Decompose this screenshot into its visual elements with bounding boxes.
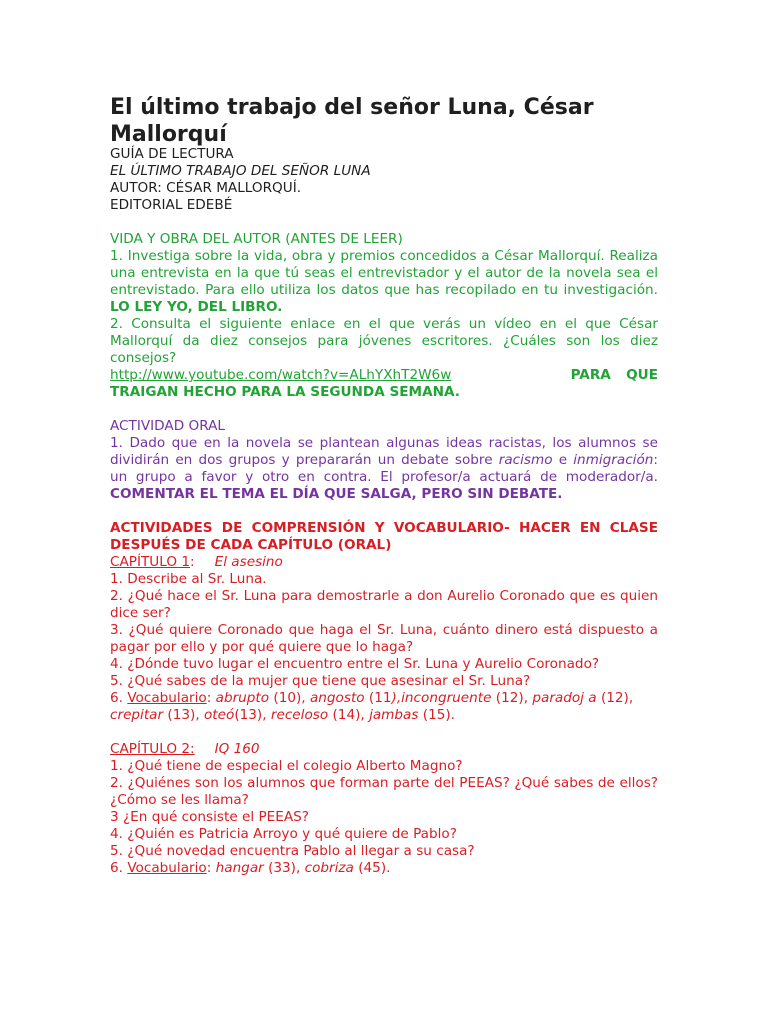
publisher-line: EDITORIAL EDEBÉ	[110, 197, 233, 213]
section-heading-comprension: ACTIVIDADES DE COMPRENSIÓN Y VOCABULARIO- HACER EN CLASE DESPUÉS DE CADA CAPÍTULO (ORAL)	[110, 520, 658, 553]
youtube-link[interactable]: http://www.youtube.com/watch?v=ALhYXhT2W6w	[110, 367, 452, 383]
cap1-question-5: 5. ¿Qué sabes de la mujer que tiene que asesinar el Sr. Luna?	[110, 673, 531, 689]
guide-label: GUÍA DE LECTURA	[110, 146, 234, 162]
document-title: El último trabajo del señor Luna, César Mallorquí	[110, 95, 594, 147]
cap2-question-3: 3 ¿En qué consiste el PEEAS?	[110, 809, 309, 825]
cap2-question-5: 5. ¿Qué novedad encuentra Pablo al llegar a su casa?	[110, 843, 475, 859]
cap1-question-2: 2. ¿Qué hace el Sr. Luna para demostrarle a don Aurelio Coronado que es quien dice ser?	[110, 588, 658, 621]
cap2-question-1: 1. ¿Qué tiene de especial el colegio Alberto Magno?	[110, 758, 463, 774]
vida-bold-b: TRAIGAN HECHO PARA LA SEGUNDA SEMANA.	[110, 384, 460, 400]
document-body	[110, 146, 658, 877]
cap2-vocabulary: 6. Vocabulario: hangar (33), cobriza (45).	[110, 860, 391, 876]
author-line: AUTOR: CÉSAR MALLORQUÍ.	[110, 180, 302, 196]
vida-bold-a: PARA QUE	[570, 367, 658, 383]
vida-item-2: 2. Consulta el siguiente enlace en el que verás un vídeo en el que César Mallorquí da diez consejos para jóvenes escritores. ¿Cuáles son los diez consejos?	[110, 316, 658, 366]
cap2-question-4: 4. ¿Quién es Patricia Arroyo y qué quiere de Pablo?	[110, 826, 457, 842]
section-heading-vida: VIDA Y OBRA DEL AUTOR (ANTES DE LEER)	[110, 231, 403, 247]
chapter-1-heading: CAPÍTULO 1: El asesino	[110, 554, 283, 570]
vida-item-1-bold: LO LEY YO, DEL LIBRO.	[110, 299, 283, 315]
oral-item-1: 1. Dado que en la novela se plantean algunas ideas racistas, los alumnos se dividirán en dos grupos y prepararán un debate sobre racismo e inmigración: un grupo a favor y otro en contra. El profesor/a actuará de moderador/a. COMENTAR EL TEMA EL DÍA QUE SALGA, PERO SIN DEBATE.	[110, 435, 658, 502]
cap1-question-1: 1. Describe al Sr. Luna.	[110, 571, 267, 587]
oral-bold: COMENTAR EL TEMA EL DÍA QUE SALGA, PERO SIN DEBATE.	[110, 486, 563, 502]
section-heading-oral: ACTIVIDAD ORAL	[110, 418, 225, 434]
chapter-2-heading: CAPÍTULO 2: IQ 160	[110, 741, 260, 757]
vida-item-1: 1. Investiga sobre la vida, obra y premios concedidos a César Mallorquí. Realiza una entrevista en la que tú seas el entrevistador y el autor de la novela sea el entrevistado. Para ello utiliza los datos que has recopilado en tu investigación. LO LEY YO, DEL LIBRO.	[110, 248, 658, 315]
cap1-question-3: 3. ¿Qué quiere Coronado que haga el Sr. Luna, cuánto dinero está dispuesto a pagar por ello y por qué quiere que lo haga?	[110, 622, 658, 655]
book-title: EL ÚLTIMO TRABAJO DEL SEÑOR LUNA	[110, 163, 371, 179]
cap1-question-4: 4. ¿Dónde tuvo lugar el encuentro entre el Sr. Luna y Aurelio Coronado?	[110, 656, 600, 672]
cap1-vocabulary: 6. Vocabulario: abrupto (10), angosto (11),incongruente (12), paradoj a (12), crepitar (13), oteó(13), receloso (14), jambas (15).	[110, 690, 634, 723]
vida-link-line	[110, 367, 658, 384]
cap2-question-2: 2. ¿Quiénes son los alumnos que forman parte del PEEAS? ¿Qué sabes de ellos? ¿Cómo se les llama?	[110, 775, 658, 808]
